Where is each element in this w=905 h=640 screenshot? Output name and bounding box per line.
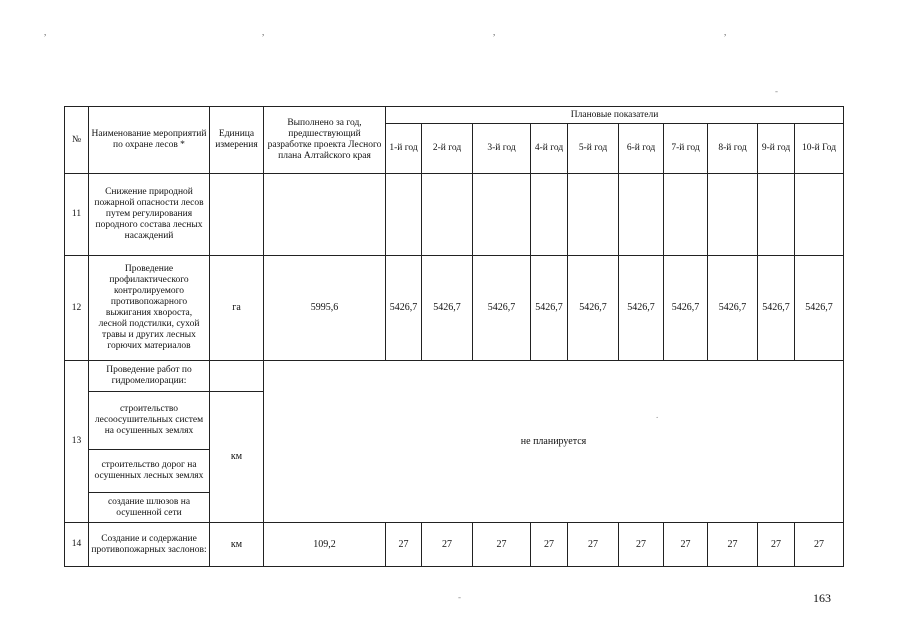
row-num: 14 xyxy=(65,523,89,567)
row-value: 27 xyxy=(795,523,844,567)
row-value: 5426,7 xyxy=(386,256,422,361)
header-plan: Плановые показатели xyxy=(386,107,844,124)
row-unit: км xyxy=(210,392,264,523)
row-value: 27 xyxy=(619,523,664,567)
row-value: 5426,7 xyxy=(568,256,619,361)
row-subitem: строительство дорог на осушенных лесных землях xyxy=(89,450,210,493)
scan-mark: , xyxy=(493,27,496,37)
row-num: 12 xyxy=(65,256,89,361)
header-year: 3-й год xyxy=(473,124,531,174)
row-value: 5426,7 xyxy=(531,256,568,361)
row-value xyxy=(422,174,473,256)
row-value: 27 xyxy=(386,523,422,567)
row-value: 5426,7 xyxy=(758,256,795,361)
header-year: 4-й год xyxy=(531,124,568,174)
header-num: № xyxy=(65,107,89,174)
row-value xyxy=(758,174,795,256)
scan-mark: , xyxy=(724,27,727,37)
header-year: 5-й год xyxy=(568,124,619,174)
row-unit xyxy=(210,174,264,256)
row-value: 27 xyxy=(422,523,473,567)
header-name: Наименование мероприятий по охране лесов * xyxy=(89,107,210,174)
header-year: 8-й год xyxy=(708,124,758,174)
row-num: 11 xyxy=(65,174,89,256)
row-value xyxy=(619,174,664,256)
row-value xyxy=(708,174,758,256)
row-value xyxy=(568,174,619,256)
row-value xyxy=(795,174,844,256)
row-done: 109,2 xyxy=(264,523,386,567)
row-value: 27 xyxy=(758,523,795,567)
row-value: 5426,7 xyxy=(422,256,473,361)
row-value: 27 xyxy=(664,523,708,567)
row-unit xyxy=(210,361,264,392)
header-year: 6-й год xyxy=(619,124,664,174)
scan-mark: . xyxy=(656,410,659,420)
table-row xyxy=(65,523,844,567)
row-num: 13 xyxy=(65,361,89,523)
row-value: 5426,7 xyxy=(664,256,708,361)
row-name: Снижение природной пожарной опасности лесов путем регулирования породного состава лесных насаждений xyxy=(89,174,210,256)
row-value: 27 xyxy=(708,523,758,567)
scan-mark: , xyxy=(262,27,265,37)
row-unit: га xyxy=(210,256,264,361)
row-name: Проведение профилактического контролируемого противопожарного выжигания хвороста, лесной подстилки, сухой травы и других лесных горючих материалов xyxy=(89,256,210,361)
header-done: Выполнено за год, предшествующий разработке проекта Лесного плана Алтайского края xyxy=(264,107,386,174)
row-subitem: создание шлюзов на осушенной сети xyxy=(89,493,210,523)
scan-mark: - xyxy=(458,592,461,602)
table-row xyxy=(65,361,844,392)
row-value: 27 xyxy=(568,523,619,567)
row-unit: км xyxy=(210,523,264,567)
row-value: 5426,7 xyxy=(795,256,844,361)
scan-mark: , xyxy=(44,27,47,37)
header-year: 2-й год xyxy=(422,124,473,174)
scan-mark: - xyxy=(775,86,778,96)
header-year: 1-й год xyxy=(386,124,422,174)
table-row xyxy=(65,256,844,361)
table-row xyxy=(65,174,844,256)
row-value: 5426,7 xyxy=(619,256,664,361)
header-year: 10-й Год xyxy=(795,124,844,174)
page-number: 163 xyxy=(813,591,831,605)
row-value xyxy=(473,174,531,256)
header-unit: Единица измерения xyxy=(210,107,264,174)
row-done xyxy=(264,174,386,256)
row-subitem: строительство лесоосушительных систем на осушенных землях xyxy=(89,392,210,450)
row-name: Создание и содержание противопожарных заслонов: xyxy=(89,523,210,567)
row-done: 5995,6 xyxy=(264,256,386,361)
row-value: 5426,7 xyxy=(708,256,758,361)
forest-protection-table xyxy=(64,106,844,567)
row-value: 27 xyxy=(473,523,531,567)
row-value xyxy=(664,174,708,256)
row-name: Проведение работ по гидромелиорации: xyxy=(89,361,210,392)
not-planned-note: не планируется xyxy=(264,361,844,523)
row-value: 27 xyxy=(531,523,568,567)
row-value xyxy=(386,174,422,256)
row-value xyxy=(531,174,568,256)
row-value: 5426,7 xyxy=(473,256,531,361)
header-year: 9-й год xyxy=(758,124,795,174)
header-year: 7-й год xyxy=(664,124,708,174)
